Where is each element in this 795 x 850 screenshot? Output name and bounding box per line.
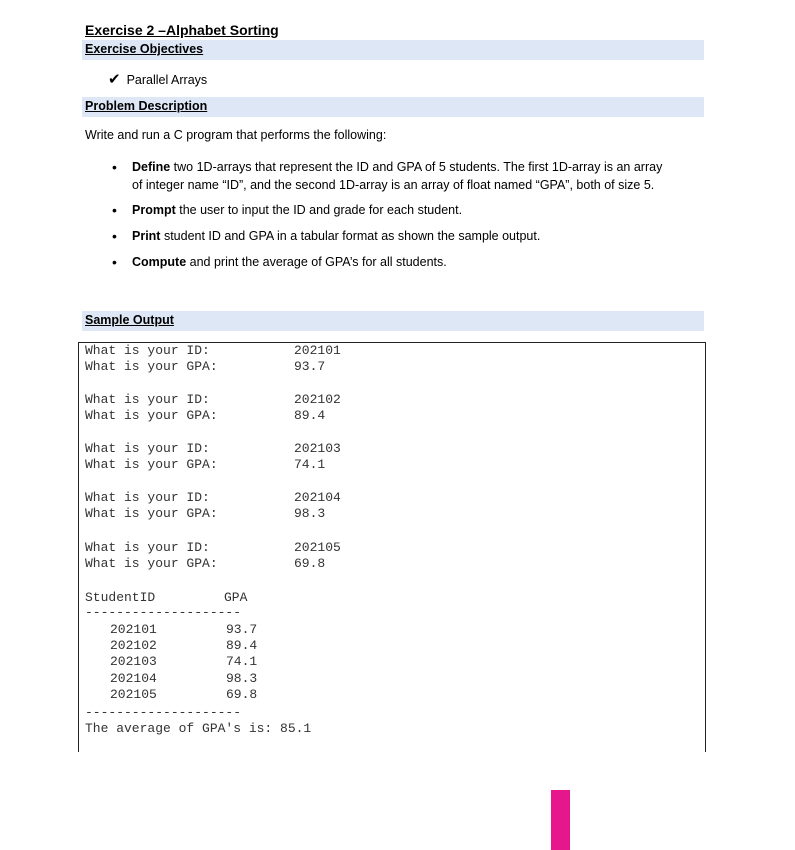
input-gpa-1: 93.7 (294, 359, 326, 374)
input-gpa-3: 74.1 (294, 457, 326, 472)
input-gpa-5: 69.8 (294, 556, 326, 571)
pink-marker (551, 790, 570, 850)
bullet-dot-icon: • (112, 228, 117, 244)
input-id-3: 202103 (294, 441, 341, 456)
list-item (108, 201, 708, 219)
prompt-gpa-3: What is your GPA: (85, 457, 218, 472)
check-icon: ✔ (108, 71, 121, 88)
prompt-gpa-5: What is your GPA: (85, 556, 218, 571)
bullet-text: two 1D-arrays that represent the ID and GPA of 5 students. The first 1D-array is an array (170, 160, 663, 174)
table-cell-id: 202103 (110, 654, 157, 669)
requirements-list (108, 158, 708, 271)
objective-item (108, 72, 207, 87)
input-id-2: 202102 (294, 392, 341, 407)
table-header-id: StudentID (85, 590, 156, 605)
table-cell-id: 202102 (110, 638, 157, 653)
bullet-text: student ID and GPA in a tabular format as shown the sample output. (160, 229, 541, 243)
prompt-id-5: What is your ID: (85, 540, 210, 555)
prompt-id-1: What is your ID: (85, 343, 210, 358)
intro-text: Write and run a C program that performs the following: (85, 128, 387, 142)
prompt-id-4: What is your ID: (85, 490, 210, 505)
sample-heading: Sample Output (85, 313, 174, 327)
input-gpa-2: 89.4 (294, 408, 326, 423)
bullet-dot-icon: • (112, 254, 117, 270)
input-gpa-4: 98.3 (294, 506, 326, 521)
bullet-dot-icon: • (112, 159, 117, 175)
bullet-keyword: Print (132, 229, 161, 243)
list-item (108, 253, 708, 271)
table-cell-gpa: 93.7 (226, 622, 258, 637)
list-item (108, 158, 708, 194)
bullet-text: the user to input the ID and grade for each student. (175, 203, 463, 217)
average-line: The average of GPA's is: 85.1 (85, 721, 312, 736)
bullet-dot-icon: • (112, 202, 117, 218)
bullet-text: and print the average of GPA’s for all students. (186, 255, 447, 269)
table-separator-bottom: -------------------- (85, 705, 242, 720)
table-cell-gpa: 98.3 (226, 671, 258, 686)
prompt-id-3: What is your ID: (85, 441, 210, 456)
table-cell-gpa: 69.8 (226, 687, 258, 702)
table-separator-top: -------------------- (85, 605, 242, 620)
prompt-id-2: What is your ID: (85, 392, 210, 407)
objectives-heading-band (82, 40, 704, 60)
input-id-4: 202104 (294, 490, 341, 505)
problem-heading-band (82, 97, 704, 117)
bullet-text-cont: of integer name “ID”, and the second 1D-array is an array of float named “GPA”, both of size 5. (132, 178, 655, 192)
bullet-keyword: Compute (132, 255, 187, 269)
sample-heading-band (82, 311, 704, 331)
table-cell-id: 202104 (110, 671, 157, 686)
page-title: Exercise 2 –Alphabet Sorting (85, 22, 279, 38)
prompt-gpa-1: What is your GPA: (85, 359, 218, 374)
input-id-5: 202105 (294, 540, 341, 555)
problem-heading: Problem Description (85, 99, 208, 113)
table-cell-gpa: 74.1 (226, 654, 258, 669)
table-cell-id: 202101 (110, 622, 157, 637)
prompt-gpa-4: What is your GPA: (85, 506, 218, 521)
objective-label: Parallel Arrays (126, 72, 208, 87)
prompt-gpa-2: What is your GPA: (85, 408, 218, 423)
table-header-gpa: GPA (224, 590, 248, 605)
bullet-keyword: Prompt (132, 203, 176, 217)
input-id-1: 202101 (294, 343, 341, 358)
table-cell-gpa: 89.4 (226, 638, 258, 653)
table-cell-id: 202105 (110, 687, 157, 702)
bullet-keyword: Define (132, 160, 171, 174)
list-item (108, 227, 708, 245)
objectives-heading: Exercise Objectives (85, 42, 204, 56)
